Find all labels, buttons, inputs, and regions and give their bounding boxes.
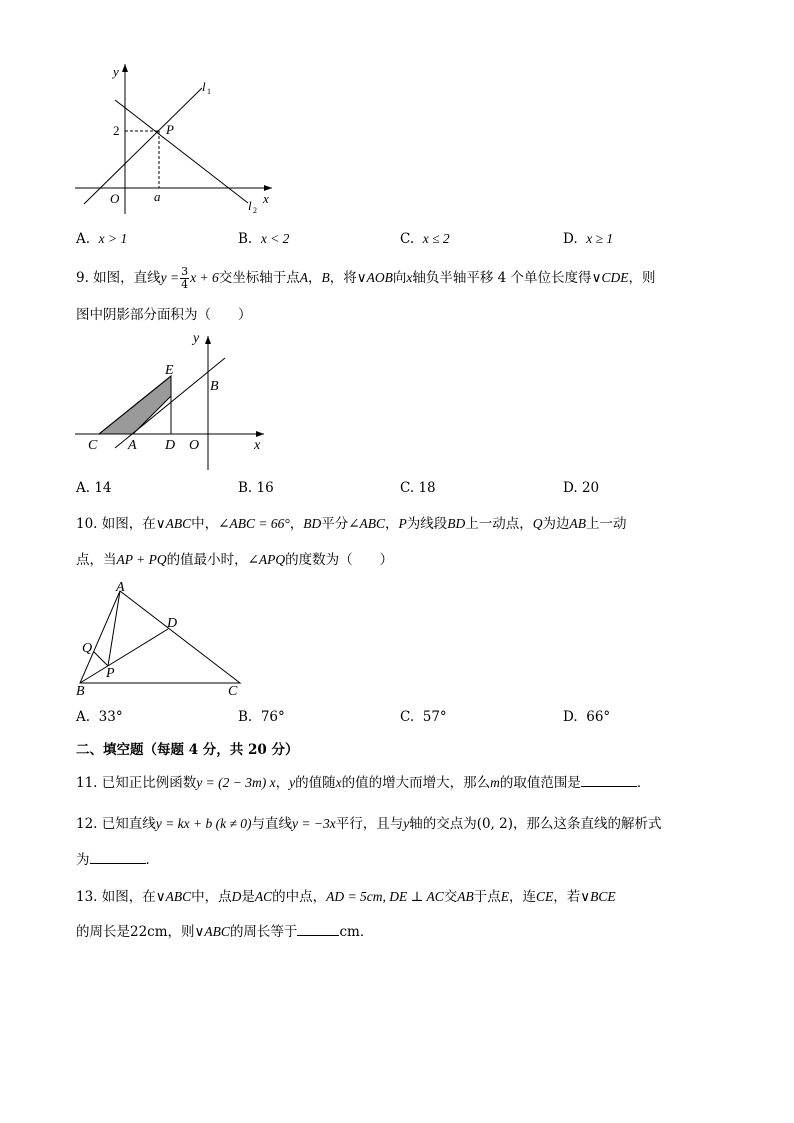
q13-line-1 [76,885,616,905]
label-y: y [193,331,200,346]
answer-blank[interactable] [297,923,339,936]
triangle-abc: ∨ABC [155,516,192,531]
fraction-numerator: 3 [181,265,189,278]
q9-option-d [563,480,599,496]
option-text: x < 2 [260,231,290,246]
q10-text: 的度数为（ ） [285,552,394,568]
label-c: C [88,438,98,453]
figure-q9-graph [70,330,270,475]
option-text: 76° [260,709,285,725]
q11-text: 11. 已知正比例函数 [76,775,197,791]
q13-condition: AD = 5cm, DE ⊥ AC [326,889,444,904]
q11-text: 的值的增大而增大，那么 [341,775,491,791]
option-letter: B. [238,480,253,496]
q13-text: 的周长等于 [229,924,298,940]
q12-text: 平行，且与 [335,816,404,832]
option-letter: D. [563,709,578,725]
triangle-bce: ∨BCE [580,889,616,904]
q13-text: 的中点， [272,889,327,905]
q10-line-1 [76,512,627,532]
q12-line-2 [76,848,159,868]
segment-bd: BD [447,516,466,531]
q13-text: ，若 [553,889,581,905]
q12-text: ，那么这条直线的解析式 [513,816,662,832]
option-text: 18 [418,480,436,496]
q10-text: 上一动点， [465,516,533,532]
segment-ab: AB [457,889,474,904]
label-c: C [228,684,238,699]
option-text: 66° [586,709,611,725]
q12-parallel-line: y = −3x [291,816,336,831]
option-text: 16 [256,480,274,496]
q10-text: 点，当 [76,552,117,568]
segment-pq [94,652,108,666]
segment-bd: BD [303,516,322,531]
triangle-abc [80,591,240,683]
label-e: E [165,363,174,378]
option-text: x ≥ 1 [586,231,614,246]
q9-text: ，将 [329,270,357,286]
q12-line-equation: y = kx + b (k ≠ 0) [155,816,252,831]
q13-text: 中，点 [191,889,232,905]
label-l2-sub: 2 [253,206,257,215]
q9-eq-rhs: x + 6 [190,270,219,285]
q13-text: 是 [241,889,255,905]
segment-ac: AC [254,889,273,904]
triangle-cde: ∨CDE [591,270,629,285]
q11-text: ， [275,775,290,791]
q9-text: 轴负半轴平移 4 个单位长度得 [412,270,592,286]
q9-text: 向 [392,270,407,286]
q12-text: 轴的交点为 [409,816,477,832]
intercept-point: (0, 2) [476,816,513,832]
point-q: Q [532,516,543,531]
label-l1: l [202,79,206,94]
var-m: m [490,775,500,790]
point-d: D [231,889,242,904]
option-text: x ≤ 2 [422,231,450,246]
label-two: 2 [113,123,120,138]
option-letter: C. [400,480,415,496]
point-a: A [299,270,309,285]
q11-text: 的取值范围是 [499,775,581,791]
label-x: x [254,438,261,453]
segment-ap [108,591,120,666]
q10-text: 为线段 [406,516,448,532]
q10-text: 中， [191,516,219,532]
triangle-aob: ∨AOB [356,270,393,285]
label-d: D [165,438,176,453]
option-letter: D. [563,231,578,247]
option-letter: C. [400,709,415,725]
q12-line-1 [76,812,662,832]
q9-option-c [400,480,436,496]
var-y: y [403,816,410,831]
segment-bd [80,629,168,683]
point-p: P [398,516,407,531]
triangle-abc: ∨ABC [155,889,192,904]
q11-text: 的值随 [295,775,336,791]
q10-option-b [238,709,285,725]
q13-text: ． [359,924,374,940]
fraction-denominator: 4 [181,278,189,291]
option-letter: B. [238,709,253,725]
option-text: 57° [422,709,447,725]
q8-option-b [238,231,289,247]
label-p: P [106,666,115,681]
line-l1 [84,88,202,204]
angle-apq: ∠APQ [247,552,286,567]
answer-blank[interactable] [581,774,637,787]
q12-text: 为 [76,852,90,868]
section-heading: 二、填空题（每题 4 分，共 20 分） [76,742,299,758]
q9-text: 交坐标轴于点 [218,270,300,286]
option-letter: D. [563,480,578,496]
q9-text: 9. 如图，直线 [76,270,161,286]
label-l1-sub: 1 [207,87,211,96]
label-b: B [210,379,219,394]
option-letter: A. [76,480,91,496]
q8-option-d [563,231,613,247]
figure-q10-triangle [70,578,255,700]
perimeter-value: 22cm [130,924,168,940]
q9-eq-lhs: y = [160,270,180,285]
q10-option-d [563,709,610,725]
q9-text: ， [308,270,322,286]
option-text: 14 [94,480,112,496]
var-x: x [406,270,413,285]
q11-line [76,771,650,791]
unit-cm: cm [339,924,360,940]
option-letter: A. [76,231,91,247]
triangle-abc: ∨ABC [194,924,230,939]
y-axis-arrow [122,64,128,72]
q10-text: ， [289,516,304,532]
expression-ap-pq: AP + PQ [116,552,167,567]
q13-text: ，则 [167,924,195,940]
angle-abc-value: ∠ABC = 66° [218,516,290,531]
answer-blank[interactable] [90,851,146,864]
figure-q8-graph [70,58,280,218]
label-o: O [189,438,200,453]
q12-text: 12. 已知直线 [76,816,156,832]
label-a: A [116,580,125,595]
q9-option-a [76,480,112,496]
segment-ce: CE [535,889,554,904]
var-x: x [335,775,342,790]
q8-option-a [76,231,127,247]
q10-text: 平分 [321,516,349,532]
q13-text: 交 [443,889,458,905]
q13-text: 13. 如图，在 [76,889,156,905]
q9-option-b [238,480,274,496]
q9-line-2: 图中阴影部分面积为（ ） [76,307,252,323]
q10-text: 上一动 [586,516,627,532]
q11-text: ． [636,775,651,791]
segment-ab: AB [569,516,587,531]
q10-line-2 [76,548,393,568]
q13-text: 于点 [473,889,501,905]
label-b: B [76,684,85,699]
label-d: D [167,616,178,631]
x-axis-arrow [256,431,264,437]
q8-option-c [400,231,450,247]
label-l2: l [248,198,252,213]
q10-text: 10. 如图，在 [76,516,156,532]
q12-text: 与直线 [251,816,292,832]
q10-text: ， [385,516,399,532]
q10-text: 为边 [542,516,570,532]
y-axis-arrow [205,336,211,344]
option-letter: A. [76,709,91,725]
label-origin: O [110,191,120,206]
q13-text: ，连 [508,889,536,905]
angle-abc: ∠ABC [348,516,386,531]
label-q: Q [82,641,93,656]
q12-text: ． [145,852,159,868]
q9-line-1 [76,266,655,291]
label-a: a [154,189,161,204]
q10-text: 的值最小时， [166,552,248,568]
q13-text: 的周长是 [76,924,130,940]
option-text: x > 1 [98,231,128,246]
q10-option-c [400,709,447,725]
q13-line-2 [76,920,373,940]
q9-text: ，则 [628,270,656,286]
point-b: B [321,270,330,285]
label-a: A [128,438,137,453]
option-letter: B. [238,231,253,247]
q9-fraction [180,266,189,291]
q11-function: y = (2 − 3m) x [196,775,276,790]
q10-option-a [76,709,123,725]
label-y: y [113,64,119,79]
label-p: P [166,122,174,137]
option-letter: C. [400,231,415,247]
option-text: 20 [581,480,600,496]
var-y: y [289,775,296,790]
option-text: 33° [98,709,123,725]
label-x: x [263,191,269,206]
point-e: E [500,889,509,904]
